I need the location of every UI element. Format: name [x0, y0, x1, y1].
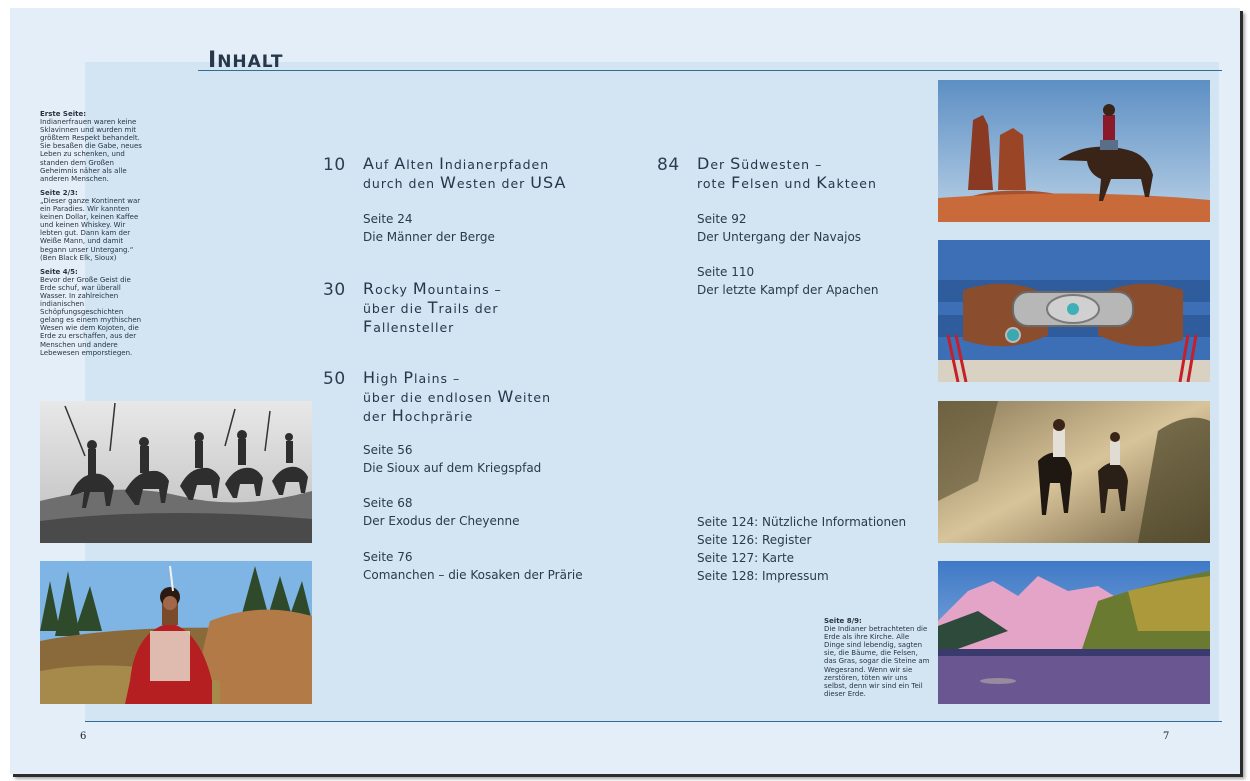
- mountain-lake-photo: [938, 561, 1210, 704]
- photo-riders-dust: [938, 401, 1210, 543]
- sub-entry-title: Die Männer der Berge: [363, 230, 495, 244]
- caption-label: Seite 4/5:: [40, 267, 78, 276]
- caption-label: Seite 2/3:: [40, 188, 78, 197]
- appendix-item[interactable]: Seite 126: Register: [697, 533, 812, 547]
- photo-maroon-bells: [938, 561, 1210, 704]
- sub-entry-page: Seite 92: [697, 212, 747, 226]
- chapter-heading: Auf Alten Indianerpfaden durch den Westen der USA: [363, 154, 567, 192]
- caption-text: Indianerfrauen waren keine Sklavinnen und wurden mit größtem Respekt behandelt. Sie besaßen die Gabe, neues Leben zu schenken, und standen dem Großen Geheimnis näher als alle anderen Menschen.: [40, 118, 142, 183]
- toc-sub-entry[interactable]: [697, 210, 861, 246]
- sub-entry-title: Der Exodus der Cheyenne: [363, 514, 520, 528]
- chapter-page-number: 30: [323, 280, 346, 300]
- sub-entry-title: Der Untergang der Navajos: [697, 230, 862, 244]
- horse-riders-bw-photo: [40, 401, 312, 543]
- toc-sub-entry[interactable]: [363, 441, 541, 477]
- toc-sub-entry[interactable]: [363, 548, 583, 584]
- appendix-item[interactable]: Seite 127: Karte: [697, 551, 795, 565]
- rider-rock-formation-photo: [938, 80, 1210, 222]
- sub-entry-page: Seite 68: [363, 496, 413, 510]
- caption-text: „Dieser ganze Kontinent war ein Paradies. Wir kannten keinen Dollar, keinen Kaffee und keinen Whiskey. Wir lebten gut. Dann kam der Weiße Mann, und damit begann unser Untergang.“ (Ben Black Elk, Sioux): [40, 196, 141, 262]
- caption-page-2-3: [40, 189, 144, 262]
- sub-entry-title: Die Sioux auf dem Kriegspfad: [363, 461, 542, 475]
- riders-dust-photo: [938, 401, 1210, 543]
- concho-belt-photo: [938, 240, 1210, 382]
- photo-silver-belt: [938, 240, 1210, 382]
- sub-entry-title: Der letzte Kampf der Apachen: [697, 283, 879, 297]
- appendix-item[interactable]: Seite 128: Impressum: [697, 569, 829, 583]
- top-rule: [198, 70, 1222, 71]
- page-title: INHALT: [208, 48, 284, 73]
- page-number-left: 6: [80, 731, 87, 742]
- caption-text: Bevor der Große Geist die Erde schuf, war überall Wasser. In zahlreichen indianischen Schöpfungsgeschichten gelang es einem mythischen Wesen wie dem Kojoten, die Erde zu erschaffen, aus der Menschen und andere Lebewesen emporstiegen.: [40, 275, 142, 357]
- caption-label: Seite 8/9:: [824, 617, 862, 625]
- bottom-rule: [85, 721, 1222, 722]
- toc-sub-entry[interactable]: [363, 494, 520, 530]
- page-number-right: 7: [1163, 731, 1170, 742]
- caption-page-4-5: [40, 268, 144, 357]
- sub-entry-page: Seite 76: [363, 550, 413, 564]
- toc-sub-entry[interactable]: [363, 210, 495, 246]
- chapter-page-number: 84: [657, 155, 680, 175]
- chapter-heading: Rocky Mountains – über die Trails der Fallensteller: [363, 279, 502, 336]
- photo-monument-valley-rider: [938, 80, 1210, 222]
- toc-sub-entry[interactable]: [697, 263, 878, 299]
- caption-text: Die Indianer betrachteten die Erde als ihre Kirche. Alle Dinge sind lebendig, sagten sie, die Bäume, die Felsen, das Gras, sogar die Steine am Wegesrand. Wenn wir sie zerstören, töten wir uns selbst, denn wir sind ein Teil dieser Erde.: [824, 625, 930, 698]
- chapter-page-number: 50: [323, 369, 346, 389]
- chapter-page-number: 10: [323, 155, 346, 175]
- photo-sioux-warriors: [40, 401, 312, 543]
- woman-portrait-photo: [40, 561, 312, 704]
- caption-label: Erste Seite:: [40, 110, 87, 118]
- chapter-heading: High Plains – über die endlosen Weiten der Hochprärie: [363, 368, 552, 425]
- caption-page-8-9: [824, 617, 930, 698]
- sub-entry-page: Seite 24: [363, 212, 413, 226]
- appendix-item[interactable]: Seite 124: Nützliche Informationen: [697, 515, 907, 529]
- caption-first-page: [40, 110, 144, 183]
- sub-entry-page: Seite 110: [697, 265, 755, 279]
- sub-entry-page: Seite 56: [363, 443, 413, 457]
- appendix-list: [697, 513, 906, 585]
- sub-entry-title: Comanchen – die Kosaken der Prärie: [363, 568, 583, 582]
- photo-native-woman: [40, 561, 312, 704]
- chapter-heading: Der Südwesten – rote Felsen und Kakteen: [697, 154, 877, 192]
- sidebar-captions: [40, 110, 144, 363]
